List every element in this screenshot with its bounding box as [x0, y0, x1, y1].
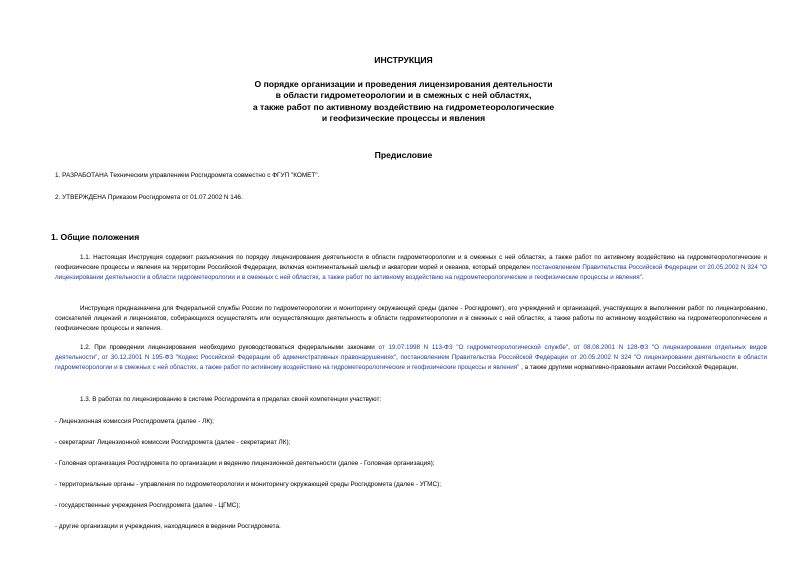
preface-item: 2. УТВЕРЖДЕНА Приказом Росгидромета от 01.07.2002 N 146. [55, 194, 243, 201]
subtitle-line: О порядке организации и проведения лицензирования деятельности [254, 79, 553, 89]
paragraph-text: . [641, 274, 644, 282]
paragraph-1-1 [55, 253, 767, 284]
subtitle-line: в области гидрометеорологии и в смежных с ней областях, [275, 90, 532, 101]
paragraph-text: 1.1. Настоящая Инструкция содержит разъяснения по порядку лицензирования деятельности в области гидрометеорологии и в смежных с ней областях, а также работ по активному воздействию на гидрометеорологические и геофизические процессы и явления на территории Российской Федерации, включая континентальный шельф и акватории морей и океанов, который определен [55, 254, 767, 272]
paragraph-text: , [396, 354, 401, 362]
subtitle-line: и геофизические процессы и явления [321, 112, 486, 123]
paragraph-text: 1.2. При проведении лицензирования необходимо руководствоваться федеральными законами [80, 344, 379, 351]
subtitle-line: а также работ по активному воздействию на гидрометеорологические [252, 101, 555, 112]
paragraph-text: , а также другими нормативно-правовыми актами Российской Федерации. [519, 364, 739, 372]
document-title: ИНСТРУКЦИЯ [374, 55, 433, 65]
law-link[interactable]: от 19.07.1998 N 113-ФЗ "О гидрометеорологической службе" [378, 344, 569, 351]
preface-heading: Предисловие [374, 150, 433, 160]
list-item: - территориальные органы - управления по гидрометеорологии и мониторингу окружающей среды Росгидромета (далее - УГМС); [55, 481, 442, 488]
paragraph-text: , [97, 354, 102, 362]
list-item: - секретариат Лицензионной комиссии Росгидромета (далее - секретариат ЛК); [55, 439, 291, 446]
preface-item: 1. РАЗРАБОТАНА Техническим управлением Росгидромета совместно с ФГУП "КОМЕТ". [55, 172, 320, 179]
law-link[interactable]: постановлением Правительства Российской Федерации от 20.05.2002 N 324 "О лицензировании деятельности в области гидрометеорологии и в смежных с ней областях, а также работ по активному воздействию на гидрометеорологические и геофизические процессы и явления" [55, 264, 767, 282]
list-item: - государственные учреждения Росгидромета (далее - ЦГМС); [55, 502, 241, 509]
law-link[interactable]: от 08.08.2001 N 128-ФЗ "О лицензировании отдельных видов деятельности" [55, 344, 767, 362]
paragraph-1-2 [55, 343, 767, 374]
paragraph-1-3: 1.3. В работах по лицензированию в системе Росгидромета в пределах своей компетенции участвуют: [80, 396, 382, 403]
paragraph-purpose: Инструкция предназначена для Федеральной службы России по гидрометеорологии и мониторингу окружающей среды (далее - Росгидромет), его учреждений и организаций, участвующих в выполнении работ по лицензированию, соискателей лицензий и лицензиатов, собирающихся осуществлять или осуществляющих деятельность в области гидрометеорологии и в смежных с ней областях, а также работы по активному воздействию на гидрометеорологические и геофизические процессы и явления. [55, 305, 767, 333]
document-subtitle [0, 79, 807, 124]
list-item: - Головная организация Росгидромета по организации и ведению лицензионной деятельности (далее - Головная организация); [55, 460, 435, 467]
list-item: - другие организации и учреждения, находящиеся в ведении Росгидромета. [55, 523, 281, 530]
law-link[interactable]: от 30.12.2001 N 195-ФЗ "Кодекс Российской Федерации об административных правонарушениях" [101, 354, 397, 362]
paragraph-text: , [568, 344, 574, 351]
section-heading: 1. Общие положения [51, 232, 140, 242]
law-link[interactable]: постановлением Правительства Российской Федерации от 20.05.2002 N 324 "О лицензировании деятельности в области гидрометеорологии и в смежных с ней областях, а также работ по активному воздействию на гидрометеорологические и геофизические процессы и явления" [55, 354, 768, 372]
list-item: - Лицензионная комиссия Росгидромета (далее - ЛК); [55, 418, 214, 425]
